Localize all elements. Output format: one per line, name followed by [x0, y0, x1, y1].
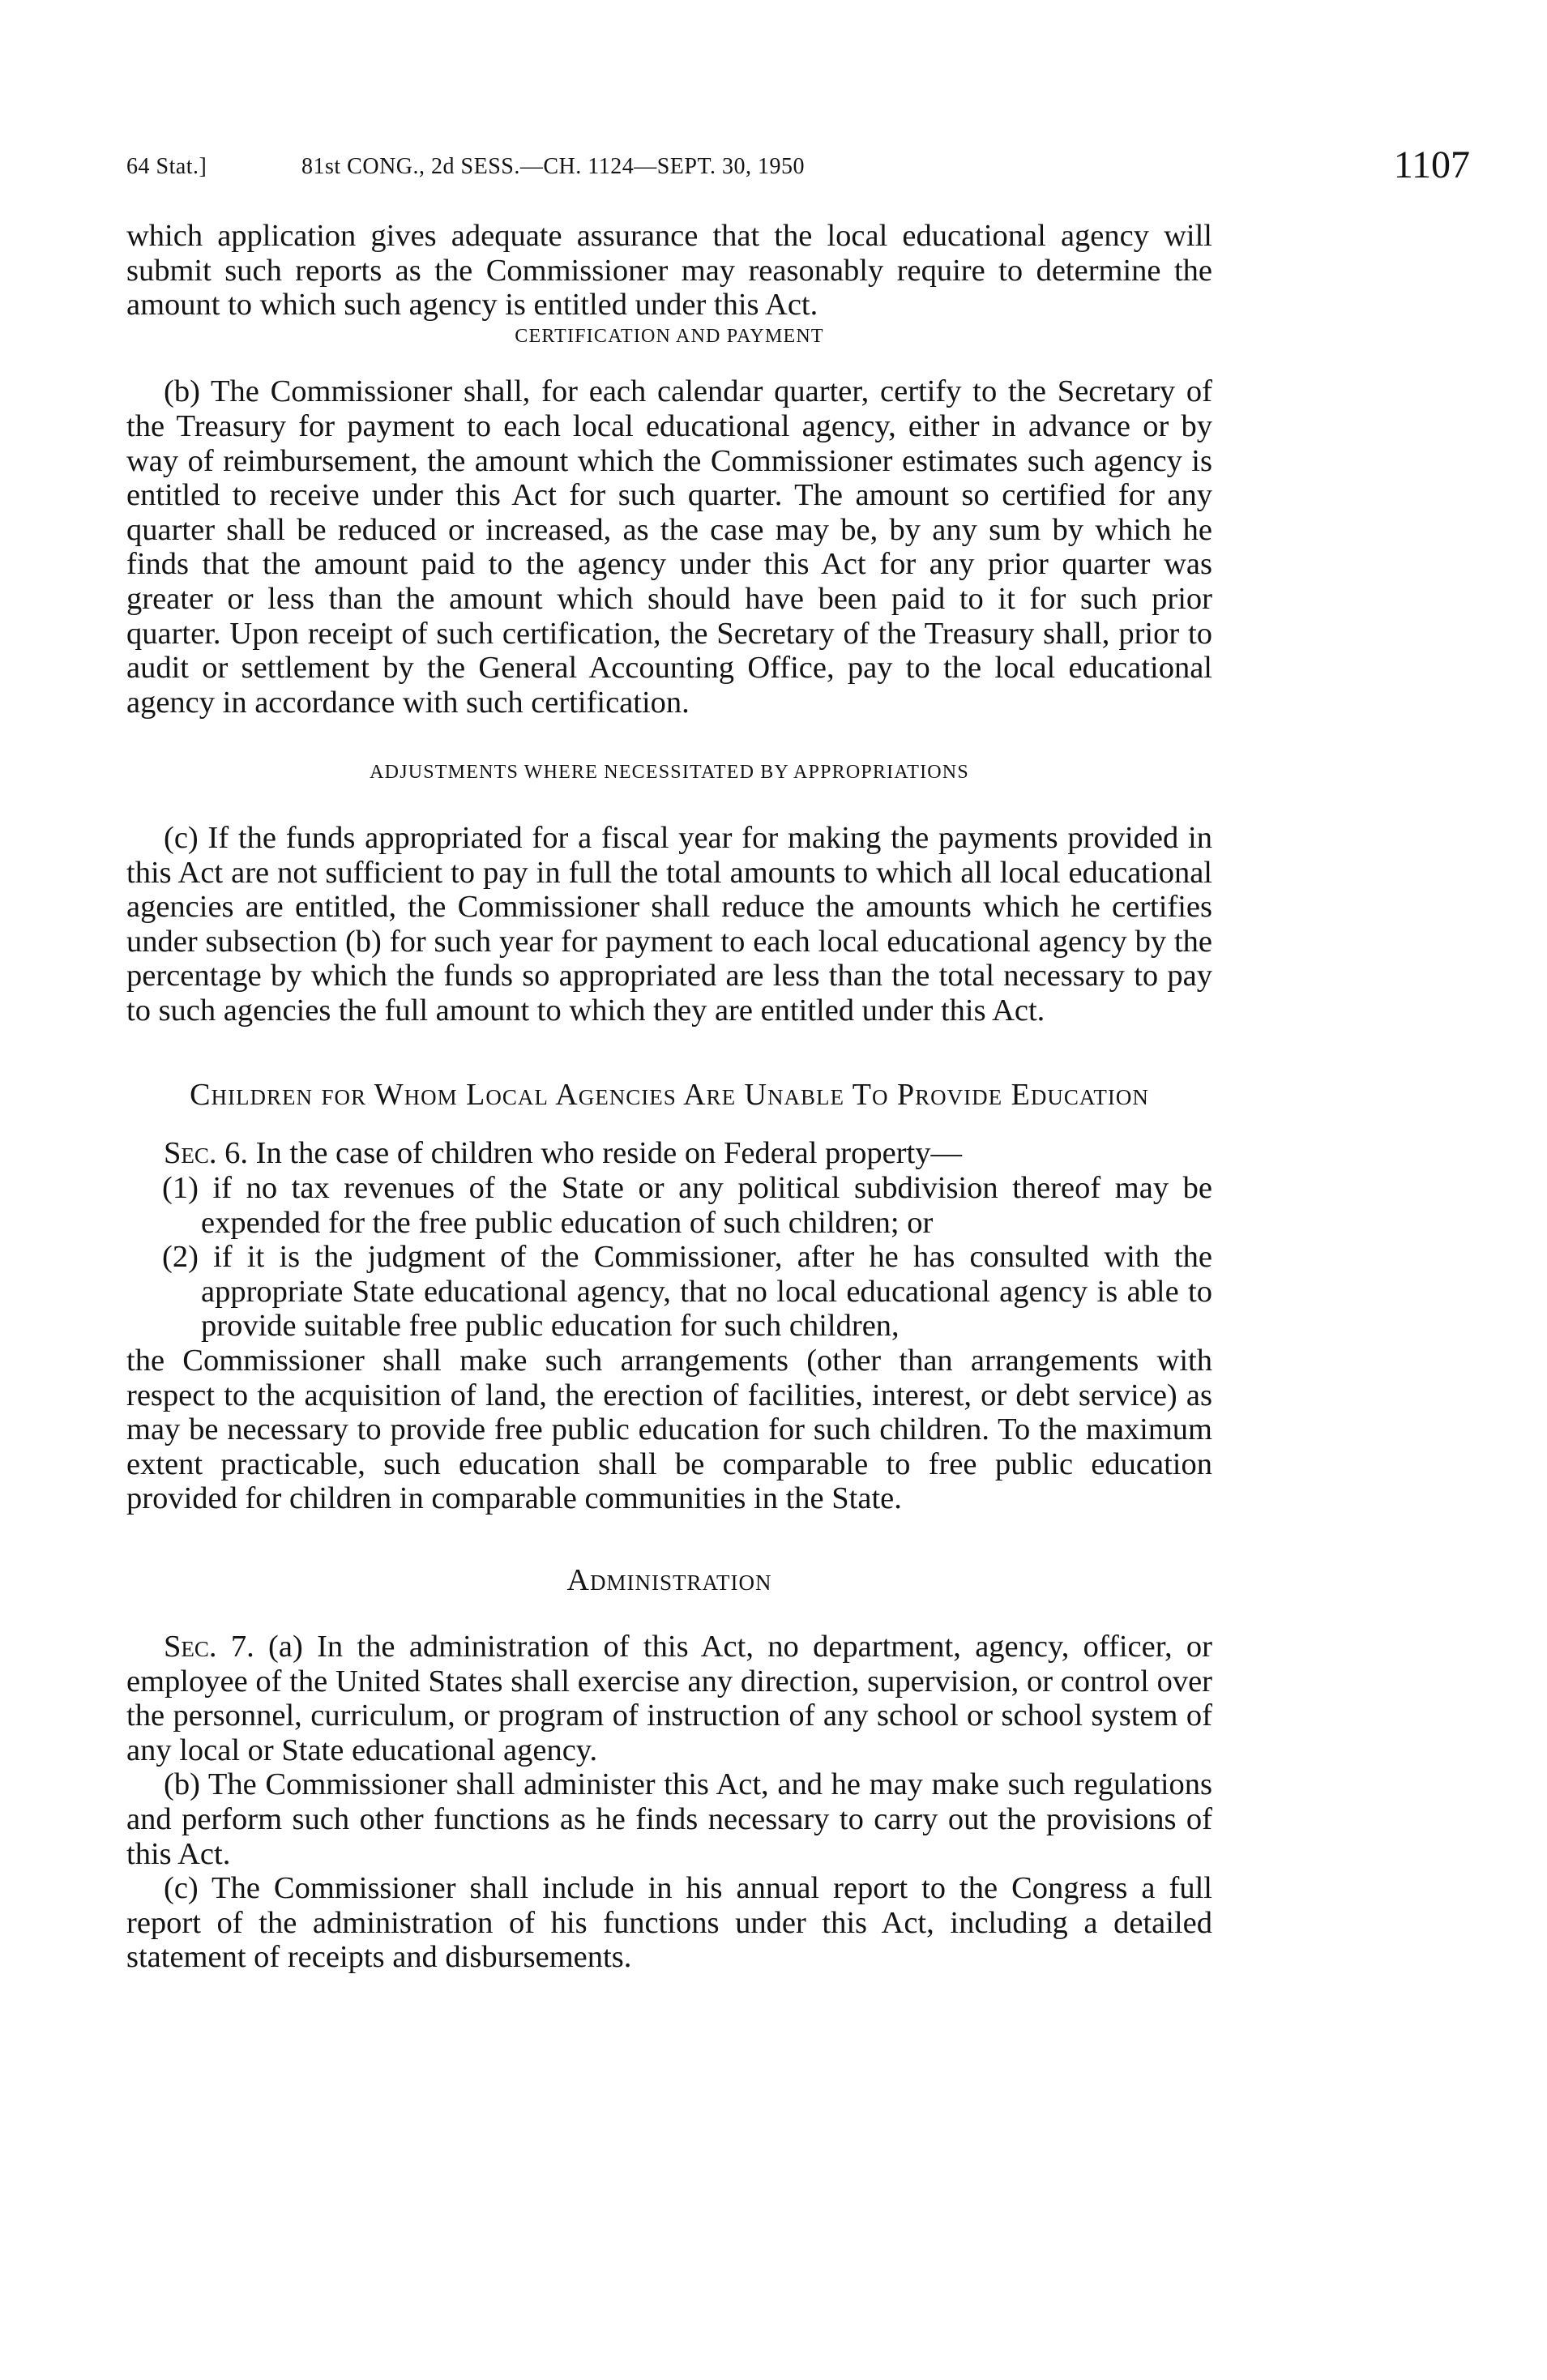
section-7-paragraph-b: (b) The Commissioner shall administer this Act, and he may make such regulations and perform such other functions as he finds necessary to carry out the provisions of this Act. — [126, 1767, 1212, 1871]
section-7-para-a-text: (a) In the administration of this Act, no department, agency, officer, or employee of the United States shall exercise any direction, supervision, or control over the personnel, curriculum, or program of instruction of any school or school system of any local or State educational agency. — [126, 1630, 1212, 1767]
session-chapter-date: 81st CONG., 2d SESS.—CH. 1124—SEPT. 30, 1950 — [301, 154, 805, 179]
page-number: 1107 — [1393, 143, 1470, 186]
section-6-heading: Children for Whom Local Agencies Are Unable To Provide Education — [190, 1078, 1149, 1113]
certification-heading: CERTIFICATION AND PAYMENT — [515, 325, 824, 347]
section-6-conclusion: the Commissioner shall make such arrangements (other than arrangements with respect to the acquisition of land, the erection of facilities, interest, or debt service) as may be necessary to provide free public education for such children. To the maximum extent practicable, such education shall be comparable to free public education provided for children in comparable communities in the State. — [126, 1344, 1212, 1516]
section-7-paragraph-a — [126, 1630, 1212, 1767]
section-6-intro — [126, 1136, 1212, 1171]
adjustments-heading: ADJUSTMENTS WHERE NECESSITATED BY APPROPRIATIONS — [370, 762, 969, 784]
section-7-label: Sec. 7. — [164, 1630, 254, 1664]
running-head — [126, 143, 1470, 191]
volume-citation: 64 Stat.] — [126, 154, 207, 179]
statute-body — [126, 219, 1212, 1975]
section-7-heading: Administration — [566, 1563, 772, 1597]
subsection-b-paragraph: (b) The Commissioner shall, for each calendar quarter, certify to the Secretary of the Treasury for payment to each local educational agency, either in advance or by way of reimbursement, the amount which the Commissioner estimates such agency is entitled to receive under this Act for such quarter. The amount so certified for any quarter shall be reduced or increased, as the case may be, by any sum by which he finds that the amount paid to the agency under this Act for any prior quarter was greater or less than the amount which should have been paid to it for such prior quarter. Upon receipt of such certification, the Secretary of the Treasury shall, prior to audit or settlement by the General Accounting Office, pay to the local educational agency in accordance with such certification. — [126, 374, 1212, 720]
section-6-clause-2: (2) if it is the judgment of the Commissioner, after he has consulted with the appropriate State educational agency, that no local educational agency is able to provide suitable free public education for such children, — [162, 1240, 1212, 1344]
section-6-label: Sec. 6. — [164, 1136, 249, 1171]
section-6-intro-text: In the case of children who reside on Federal property— — [255, 1136, 962, 1171]
section-6-clause-1: (1) if no tax revenues of the State or any political subdivision thereof may be expended for the free public education of such children; or — [162, 1171, 1212, 1240]
section-7-paragraph-c: (c) The Commissioner shall include in his annual report to the Congress a full report of the administration of his functions under this Act, including a detailed statement of receipts and disbursements. — [126, 1871, 1212, 1975]
continuation-paragraph: which application gives adequate assurance that the local educational agency will submit such reports as the Commissioner may reasonably require to determine the amount to which such agency is entitled under this Act. — [126, 219, 1212, 323]
subsection-c-paragraph: (c) If the funds appropriated for a fiscal year for making the payments provided in this Act are not sufficient to pay in full the total amounts to which all local educational agencies are entitled, the Commissioner shall reduce the amounts which he certifies under subsection (b) for such year for payment to each local educational agency by the percentage by which the funds so appropriated are less than the total necessary to pay to such agencies the full amount to which they are entitled under this Act. — [126, 820, 1212, 1028]
